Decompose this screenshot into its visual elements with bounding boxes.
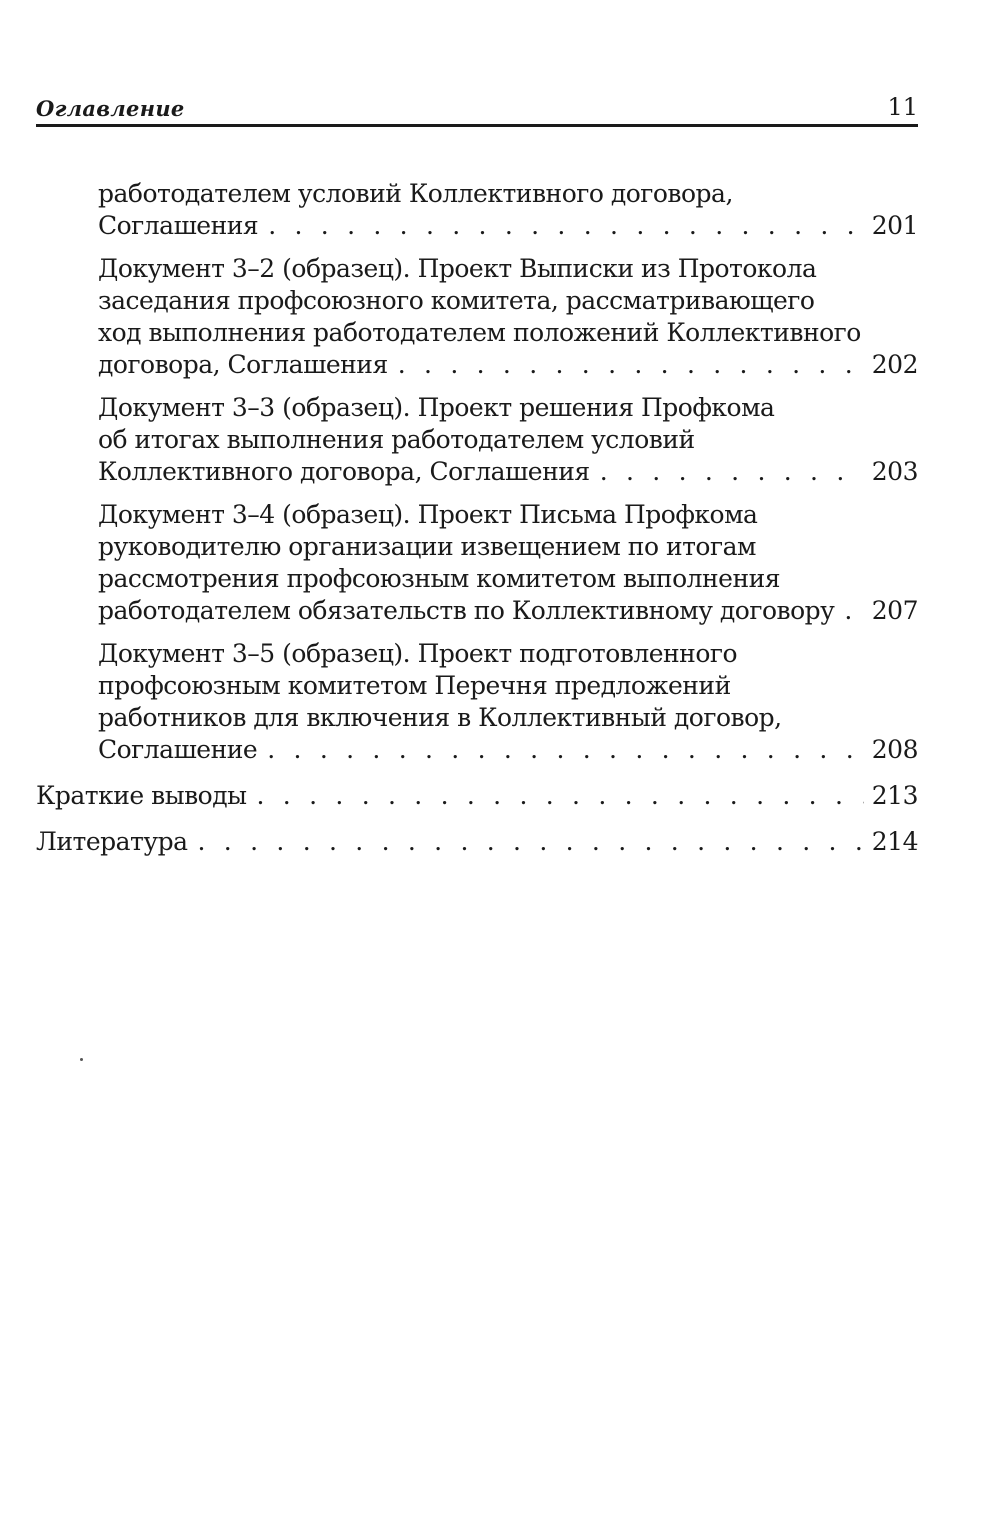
- toc-entry-title-end: Литература: [36, 827, 188, 856]
- toc-entry-title-end: Соглашение: [98, 735, 258, 764]
- toc-entry-title-end: договора, Соглашения: [98, 350, 388, 379]
- toc-entry-line: профсоюзным комитетом Перечня предложений: [98, 671, 731, 700]
- page-number: 11: [887, 93, 918, 121]
- toc-entry-last-line: [98, 595, 918, 627]
- toc-entry-title-end: Коллективного договора, Соглашения: [98, 457, 590, 486]
- toc-entry-last-line: [98, 349, 918, 381]
- toc-entry-last-line: [98, 210, 918, 242]
- toc-entry-last-line: [36, 780, 918, 812]
- toc-page-ref: 201: [871, 211, 918, 240]
- toc-entry-main: [36, 780, 918, 812]
- toc-entry: [36, 392, 918, 488]
- dot-leader: [398, 349, 864, 381]
- dot-leader: [267, 734, 864, 766]
- toc-page-ref: 214: [871, 827, 918, 856]
- toc-entry-main: [36, 826, 918, 858]
- toc-entry-line: ход выполнения работодателем положений Коллективного: [98, 318, 861, 347]
- toc-entry-line: руководителю организации извещением по итогам: [98, 532, 756, 561]
- toc-entry-line: работодателем условий Коллективного договора,: [98, 179, 733, 208]
- toc-page-ref: 203: [871, 457, 918, 486]
- toc-entry: [36, 253, 918, 381]
- toc-page-ref: 207: [871, 596, 918, 625]
- toc-entry-line: Документ 3–3 (образец). Проект решения Профкома: [98, 393, 775, 422]
- toc-entry-last-line: [98, 734, 918, 766]
- toc-entry-line: рассмотрения профсоюзным комитетом выполнения: [98, 564, 781, 593]
- table-of-contents: [36, 178, 918, 872]
- dot-leader: [198, 826, 864, 858]
- running-title: Оглавление: [36, 96, 185, 121]
- running-header: [36, 90, 918, 127]
- toc-entry-last-line: [98, 456, 918, 488]
- toc-entry-last-line: [36, 826, 918, 858]
- toc-entry-title-end: Краткие выводы: [36, 781, 247, 810]
- toc-entry-title-end: Соглашения: [98, 211, 259, 240]
- toc-page-ref: 202: [871, 350, 918, 379]
- print-speck: [80, 1058, 83, 1061]
- toc-entry: [36, 638, 918, 766]
- toc-entry-line: об итогах выполнения работодателем условий: [98, 425, 695, 454]
- dot-leader: [268, 210, 864, 242]
- toc-entry-line: Документ 3–2 (образец). Проект Выписки из Протокола: [98, 254, 817, 283]
- dot-leader: [844, 595, 863, 627]
- toc-entry: [36, 178, 918, 242]
- toc-page-ref: 208: [871, 735, 918, 764]
- toc-entry-line: работников для включения в Коллективный договор,: [98, 703, 782, 732]
- toc-entry-line: Документ 3–5 (образец). Проект подготовленного: [98, 639, 738, 668]
- dot-leader: [257, 780, 864, 812]
- dot-leader: [600, 456, 864, 488]
- toc-entry-line: Документ 3–4 (образец). Проект Письма Профкома: [98, 500, 758, 529]
- toc-entry-title-end: работодателем обязательств по Коллективному договору: [98, 596, 835, 625]
- toc-page-ref: 213: [871, 781, 918, 810]
- toc-entry: [36, 499, 918, 627]
- toc-entry-line: заседания профсоюзного комитета, рассматривающего: [98, 286, 815, 315]
